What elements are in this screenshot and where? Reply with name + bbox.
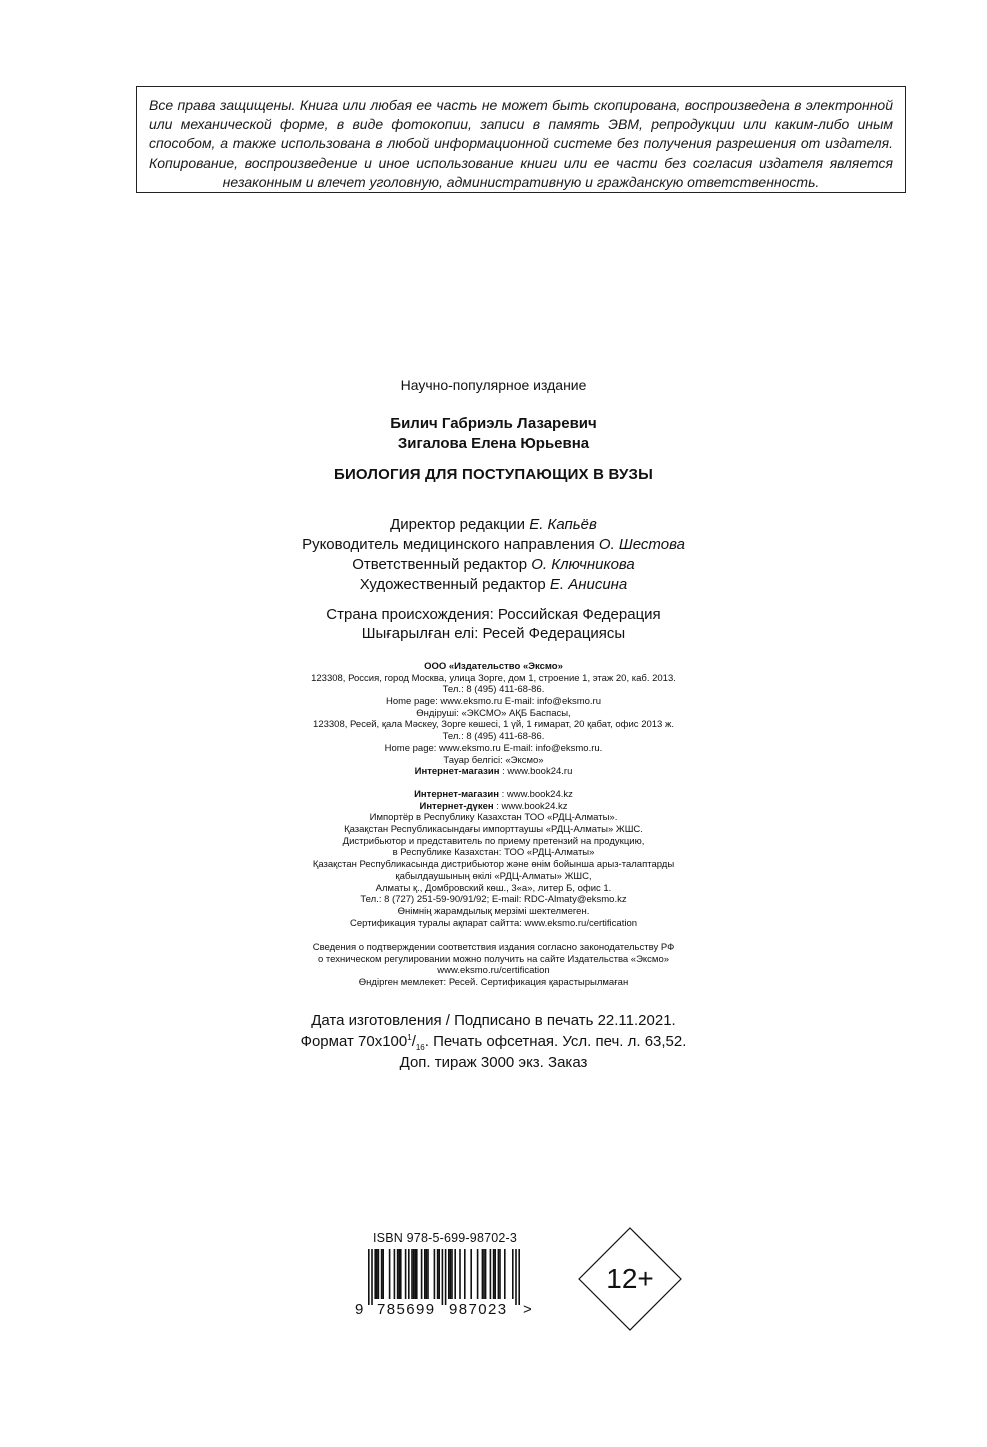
barcode-first-digit: 9	[355, 1301, 365, 1318]
barcode-bar	[504, 1249, 506, 1299]
barcode-bar	[437, 1249, 439, 1299]
staff-line	[0, 555, 987, 575]
online-shop	[0, 766, 987, 778]
print-details	[0, 1010, 987, 1073]
staff-role: Художественный редактор	[359, 576, 546, 593]
barcode-bar	[442, 1249, 444, 1305]
publisher-line: 123308, Россия, город Москва, улица Зорге, дом 1, строение 1, этаж 20, каб. 2013.	[311, 672, 676, 684]
staff-line	[0, 535, 987, 555]
barcode-bar	[378, 1249, 380, 1299]
staff-name: Е. Капьёв	[529, 516, 597, 533]
barcode-bar	[499, 1249, 501, 1299]
barcode-bar	[371, 1249, 373, 1305]
staff-name: О. Ключникова	[531, 556, 635, 573]
distribution-line: Тел.: 8 (727) 251-59-90/91/92; E-mail: RDC-Almaty@eksmo.kz	[360, 894, 627, 906]
barcode-bar	[397, 1249, 399, 1299]
barcode-bar	[445, 1249, 447, 1305]
barcode-right-digits: 987023	[449, 1301, 508, 1318]
staff-line	[0, 575, 987, 595]
barcode-left-digits: 785699	[377, 1301, 436, 1318]
publisher-name: ООО «Издательство «Эксмо»	[424, 661, 563, 672]
publisher-info	[0, 661, 987, 778]
distribution-line: Сертификация туралы ақпарат сайтта: www.eksmo.ru/certification	[349, 917, 638, 929]
barcode-bar	[376, 1249, 378, 1299]
barcode-bar	[448, 1249, 450, 1299]
age-rating-badge	[578, 1227, 682, 1331]
barcode-bar	[411, 1249, 413, 1299]
barcode-bar	[483, 1249, 485, 1299]
barcode-bar	[414, 1249, 416, 1299]
barcode-bar	[459, 1249, 461, 1299]
certification-line: Өндірген мемлекет: Ресей. Сертификация қарастырылмаған	[358, 977, 629, 989]
barcode-marker: >	[523, 1301, 534, 1318]
distribution-line: Қазақстан Республикасындағы импорттаушы «РДЦ-Алматы» ЖШС.	[344, 824, 643, 836]
barcode-bar	[382, 1249, 384, 1299]
barcode-bar	[389, 1249, 391, 1299]
barcode-bar	[451, 1249, 453, 1299]
publisher-line: Тауар белгісі: «Эксмо»	[443, 754, 544, 766]
barcode-bar	[405, 1249, 407, 1299]
certification-line: Сведения о подтверждении соответствия издания согласно законодательству РФ	[312, 942, 675, 953]
distribution-line: Дистрибьютор и представитель по приему претензий на продукцию,	[342, 835, 645, 847]
format-prefix: Формат 70x100	[300, 1033, 408, 1050]
distribution-line: Алматы қ., Домбровский көш., 3«а», литер Б, офис 1.	[375, 882, 612, 894]
online-shop-url: : www.book24.ru	[499, 766, 573, 778]
barcode-bar	[518, 1249, 520, 1305]
barcode-bar	[381, 1249, 383, 1299]
barcode-bar	[515, 1249, 517, 1305]
barcode-bar	[374, 1249, 376, 1299]
kazakhstan-distribution	[0, 789, 987, 929]
barcode-bar	[413, 1249, 415, 1299]
format-denominator: 16	[415, 1043, 425, 1052]
distribution-line: Өнімнің жарамдылық мерзімі шектелмеген.	[397, 905, 590, 917]
copyright-notice: Все права защищены. Книга или любая ее часть не может быть скопирована, воспроизведена в электронной или механической форме, в виде фотокопии, записи в память ЭВМ, репродукции или каким-либо иным способом, а также использована в любой информационной системе без получения разрешения от издателя. Копирование, воспроизведение и иное использование книги или ее части без согласия издателя является незаконным и влечет уголовную, административную и гражданскую ответственность.	[136, 86, 906, 193]
staff-name: Е. Анисина	[549, 576, 628, 593]
barcode-bar	[416, 1249, 418, 1299]
barcode-bar	[368, 1249, 370, 1305]
barcode-bar	[427, 1249, 429, 1299]
barcode-bar	[421, 1249, 423, 1299]
distribution-line: Қазақстан Республикасында дистрибьютор және өнім бойынша арыз-талаптарды	[312, 859, 675, 871]
barcode-bar	[470, 1249, 472, 1299]
staff-line	[0, 515, 987, 535]
book-title: БИОЛОГИЯ ДЛЯ ПОСТУПАЮЩИХ В ВУЗЫ	[333, 466, 654, 483]
barcode-bar	[408, 1249, 410, 1299]
barcode-bar	[400, 1249, 402, 1299]
editorial-staff	[0, 515, 987, 595]
online-shop-label: Интернет-магазин	[414, 766, 500, 778]
certification-info	[0, 942, 987, 989]
barcode-bar	[454, 1249, 456, 1299]
staff-name: О. Шестова	[598, 536, 685, 553]
publisher-line: Тел.: 8 (495) 411-68-86.	[442, 731, 545, 743]
online-shop-url: : www.book24.kz	[493, 800, 568, 812]
distribution-line: қабылдаушының өкілі «РДЦ-Алматы» ЖШС,	[395, 870, 592, 882]
barcode-bar	[485, 1249, 487, 1299]
barcode-bar	[434, 1249, 436, 1299]
author-name: Билич Габриэль Лазаревич	[390, 415, 597, 432]
country-of-origin	[0, 605, 987, 643]
staff-role: Ответственный редактор	[352, 556, 528, 573]
online-shop-label: Интернет-магазин	[414, 789, 499, 800]
format-suffix: . Печать офсетная. Усл. печ. л. 63,52.	[424, 1033, 687, 1050]
barcode-bar	[450, 1249, 452, 1299]
print-format	[0, 1031, 987, 1052]
origin-line: Страна происхождения: Российская Федерация	[326, 606, 661, 623]
publisher-line: Тел.: 8 (495) 411-68-86.	[442, 684, 545, 696]
online-shop	[0, 801, 987, 813]
barcode-bar	[394, 1249, 396, 1299]
certification-line: о техническом регулировании можно получить на сайте Издательства «Эксмо»	[317, 953, 670, 965]
author-name: Зигалова Елена Юрьевна	[397, 435, 590, 452]
online-shop	[0, 789, 987, 801]
barcode-bar	[512, 1249, 514, 1299]
staff-role: Директор редакции	[390, 516, 526, 533]
publisher-line: Home page: www.eksmo.ru E-mail: info@eksmo.ru.	[384, 742, 603, 754]
publisher-line: Home page: www.eksmo.ru E-mail: info@eksmo.ru	[385, 696, 602, 708]
isbn: ISBN 978-5-699-98702-3	[373, 1231, 518, 1245]
barcode-bar	[424, 1249, 426, 1299]
barcode-bar	[493, 1249, 495, 1299]
barcode-bar	[477, 1249, 479, 1299]
certification-line: www.eksmo.ru/certification	[437, 965, 550, 977]
barcode-bar	[494, 1249, 496, 1299]
barcode-bar	[464, 1249, 466, 1299]
distribution-line: Импортёр в Республику Казахстан ТОО «РДЦ-Алматы».	[369, 812, 618, 824]
format-slash: /	[411, 1033, 416, 1050]
barcode-bar	[426, 1249, 428, 1299]
age-rating: 12+	[606, 1263, 654, 1294]
barcode-bar	[482, 1249, 484, 1299]
publisher-line: Өндіруші: «ЭКСМО» АҚБ Баспасы,	[416, 707, 571, 719]
authors	[0, 414, 987, 454]
barcode-bar	[498, 1249, 500, 1299]
barcode-bar	[490, 1249, 492, 1299]
staff-role: Руководитель медицинского направления	[302, 536, 595, 553]
barcode-icon	[368, 1249, 538, 1305]
print-run: Доп. тираж 3000 экз. Заказ	[399, 1054, 588, 1071]
online-shop-label: Интернет-дүкен	[419, 800, 494, 812]
barcode-bar	[398, 1249, 400, 1299]
barcode-block	[355, 1231, 545, 1326]
online-shop-url: : www.book24.kz	[498, 789, 573, 800]
format-numerator: 1	[407, 1033, 412, 1042]
barcode-bar	[438, 1249, 440, 1299]
distribution-line: в Республике Казахстан: ТОО «РДЦ-Алматы»	[392, 847, 595, 859]
print-date: Дата изготовления / Подписано в печать 22.11.2021.	[311, 1012, 676, 1029]
publisher-line: 123308, Ресей, қала Мәскеу, Зорге көшесі, 1 үй, 1 ғимарат, 20 қабат, офис 2013 ж.	[313, 719, 674, 731]
edition-type: Научно-популярное издание	[400, 377, 587, 393]
origin-line: Шығарылған елі: Ресей Федерациясы	[361, 625, 626, 642]
